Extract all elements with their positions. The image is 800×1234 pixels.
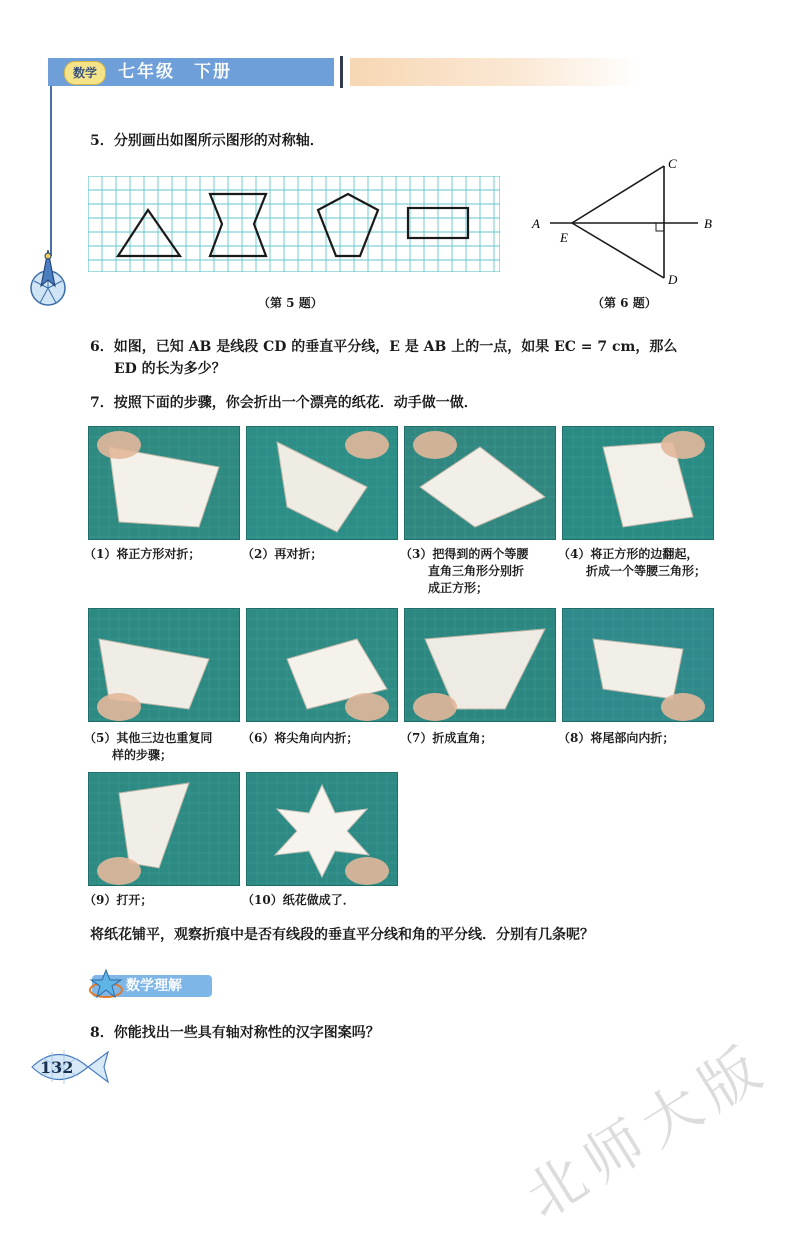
- watermark: 北师大版: [513, 1029, 781, 1232]
- label-D: D: [668, 272, 678, 287]
- figure-5-caption: （第 5 题）: [258, 296, 323, 310]
- step-8-photo: [562, 608, 714, 722]
- step-4-caption: [558, 546, 718, 580]
- step-7-caption: [400, 730, 560, 747]
- step-3-caption-line-2: 直角三角形分别折: [428, 564, 525, 578]
- step-8-caption: [558, 730, 718, 747]
- header-gradient: [350, 58, 640, 86]
- figure-6: [528, 152, 718, 292]
- step-1-photo: [88, 426, 240, 540]
- step-3-caption-line-3: 成正方形；: [428, 581, 489, 595]
- question-5: [90, 130, 324, 152]
- step-5-caption-line-2: 样的步骤；: [112, 748, 173, 762]
- step-4-caption-line-1: （4）将正方形的边翻起，: [558, 547, 699, 561]
- step-10-photo: [246, 772, 398, 886]
- step-5-caption: [84, 730, 244, 764]
- step-4-photo: [562, 426, 714, 540]
- figure-6-caption: （第 6 题）: [592, 296, 657, 310]
- step-1-caption-line-1: （1）将正方形对折；: [84, 547, 201, 561]
- step-10-caption: [242, 892, 402, 909]
- label-C: C: [668, 156, 677, 171]
- step-2-photo: [246, 426, 398, 540]
- step-5-caption-line-1: （5）其他三边也重复同: [84, 731, 213, 745]
- step-3-caption: [400, 546, 560, 597]
- step-6-caption-line-1: （6）将尖角向内折；: [242, 731, 359, 745]
- question-5-number: 5: [90, 133, 100, 149]
- subject-badge: 数学: [64, 61, 106, 85]
- step-5-photo: [88, 608, 240, 722]
- book-title: 七年级 下册: [118, 62, 232, 82]
- question-7: [90, 392, 478, 414]
- step-7-photo: [404, 608, 556, 722]
- step-2-caption: [242, 546, 402, 563]
- question-8-text: ．你能找出一些具有轴对称性的汉字图案吗？: [99, 1025, 380, 1041]
- step-9-photo: [88, 772, 240, 886]
- section-tag-label: 数学理解: [126, 978, 182, 994]
- step-3-caption-line-1: （3）把得到的两个等腰: [400, 547, 529, 561]
- question-6-number: 6: [90, 339, 100, 355]
- question-8: [90, 1022, 380, 1044]
- question-8-number: 8: [90, 1025, 100, 1041]
- margin-line: [50, 86, 52, 256]
- question-5-text: ．分别画出如图所示图形的对称轴．: [99, 133, 324, 149]
- page-number: 132: [40, 1058, 74, 1077]
- step-1-caption: [84, 546, 244, 563]
- header-separator: [340, 56, 343, 88]
- label-A: A: [532, 216, 540, 231]
- step-2-caption-line-1: （2）再对折；: [242, 547, 323, 561]
- question-6-line1: ．如图，已知 AB 是线段 CD 的垂直平分线，E 是 AB 上的一点，如果 EC = 7 cm，那么: [99, 339, 678, 355]
- step-4-caption-line-2: 折成一个等腰三角形；: [586, 564, 707, 578]
- step-8-caption-line-1: （8）将尾部向内折；: [558, 731, 675, 745]
- question-6-line2: ED 的长为多少？: [114, 361, 226, 377]
- step-9-caption: [84, 892, 244, 909]
- question-6: [90, 336, 730, 380]
- observe-instruction: 将纸花铺平，观察折痕中是否有线段的垂直平分线和角的平分线．分别有几条呢？: [90, 927, 594, 943]
- step-9-caption-line-1: （9）打开；: [84, 893, 153, 907]
- compass-icon: [22, 248, 74, 306]
- step-6-photo: [246, 608, 398, 722]
- step-10-caption-line-1: （10）纸花做成了．: [242, 893, 355, 907]
- label-E: E: [560, 230, 568, 245]
- step-7-caption-line-1: （7）折成直角；: [400, 731, 493, 745]
- grid-figures: [88, 176, 500, 272]
- step-3-photo: [404, 426, 556, 540]
- label-B: B: [704, 216, 712, 231]
- question-7-number: 7: [90, 395, 100, 411]
- question-7-text: ．按照下面的步骤，你会折出一个漂亮的纸花．动手做一做．: [99, 395, 478, 411]
- step-6-caption: [242, 730, 402, 747]
- star-icon: [88, 968, 124, 1002]
